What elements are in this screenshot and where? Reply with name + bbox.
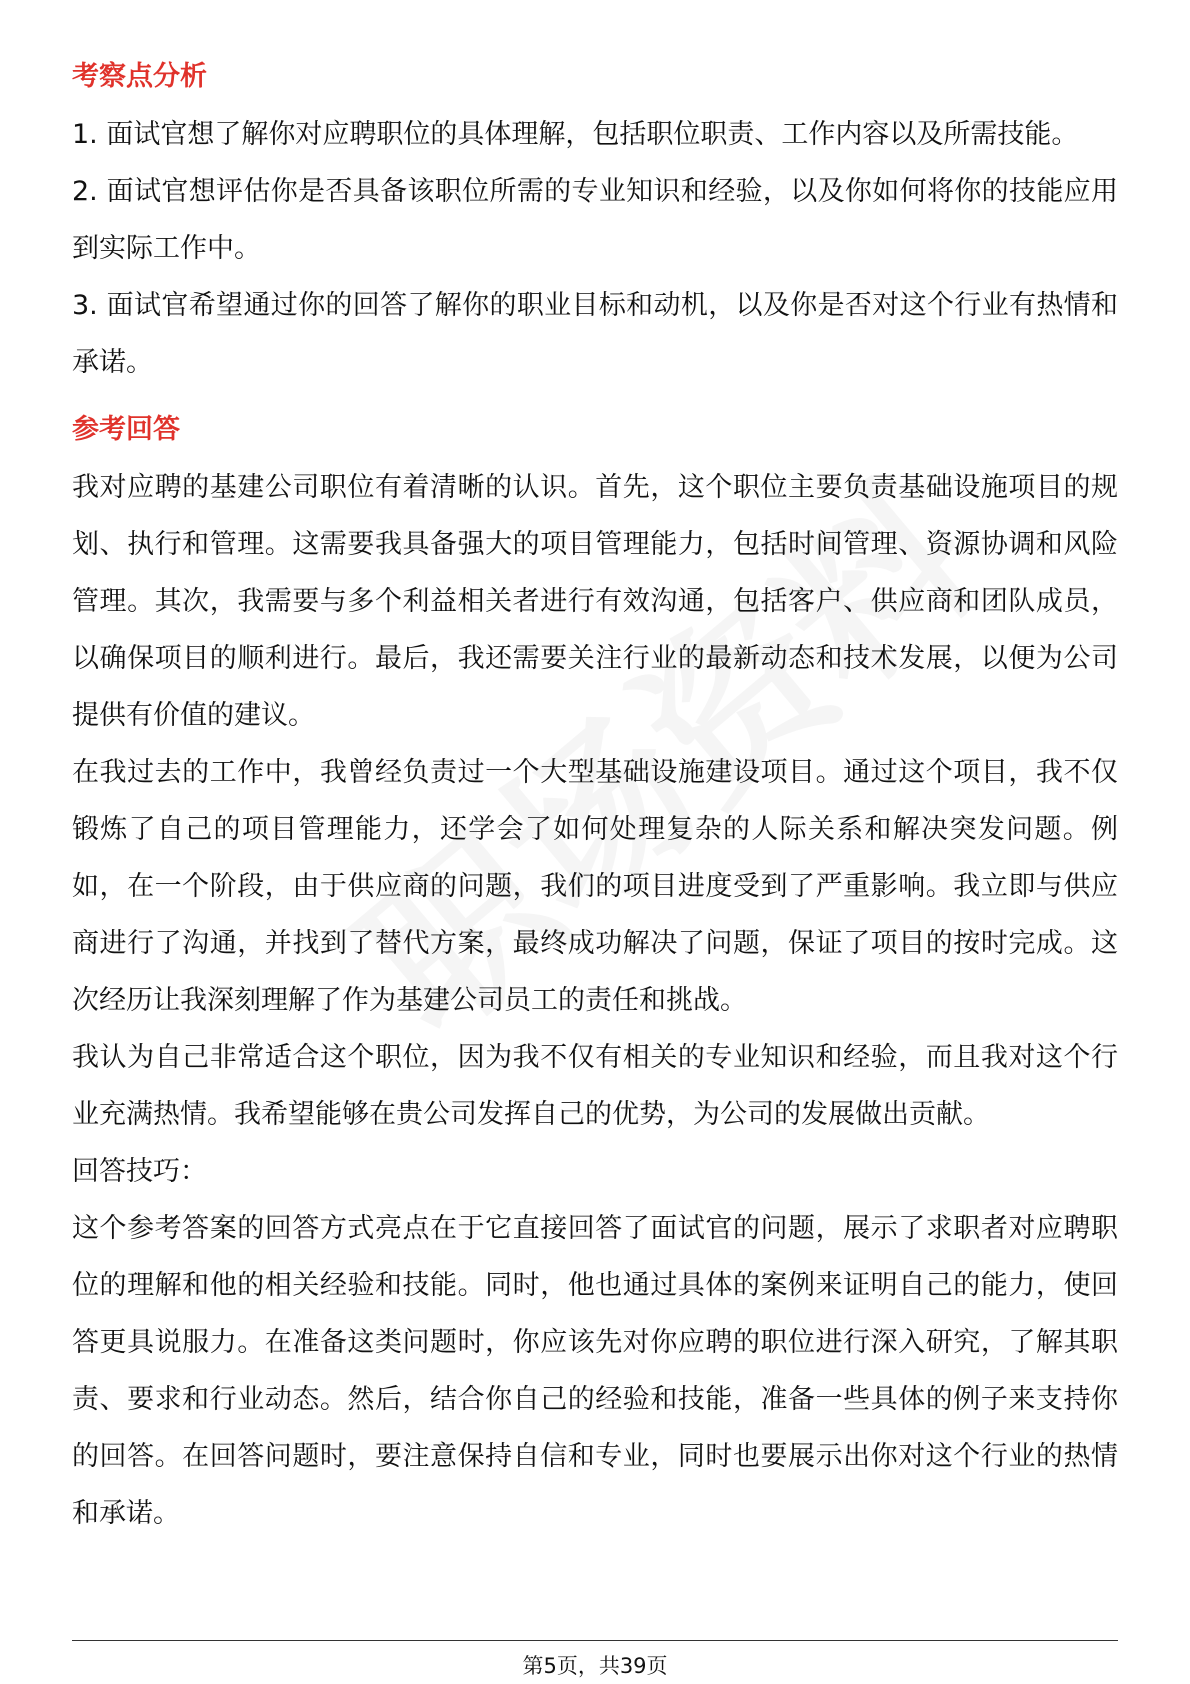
section-title-analysis: 考察点分析 <box>72 61 207 92</box>
page-number: 第5页，共39页 <box>522 1654 668 1678</box>
analysis-item-3: 3. 面试官希望通过你的回答了解你的职业目标和动机，以及你是否对这个行业有热情和承诺。 <box>72 290 1118 378</box>
answer-tips-paragraph: 这个参考答案的回答方式亮点在于它直接回答了面试官的问题，展示了求职者对应聘职位的理解和他的相关经验和技能。同时，他也通过具体的案例来证明自己的能力，使回答更具说服力。在准备这类问题时，你应该先对你应聘的职位进行深入研究，了解其职责、要求和行业动态。然后，结合你自己的经验和技能，准备一些具体的例子来支持你的回答。在回答问题时，要注意保持自信和专业，同时也要展示出你对这个行业的热情和承诺。 <box>72 1213 1118 1529</box>
analysis-item-1: 1. 面试官想了解你对应聘职位的具体理解，包括职位职责、工作内容以及所需技能。 <box>72 119 1079 150</box>
section-title-answer: 参考回答 <box>72 414 180 445</box>
footer-divider <box>72 1640 1118 1641</box>
answer-paragraph-3: 我认为自己非常适合这个职位，因为我不仅有相关的专业知识和经验，而且我对这个行业充满热情。我希望能够在贵公司发挥自己的优势，为公司的发展做出贡献。 <box>72 1042 1118 1130</box>
answer-paragraph-1: 我对应聘的基建公司职位有着清晰的认识。首先，这个职位主要负责基础设施项目的规划、执行和管理。这需要我具备强大的项目管理能力，包括时间管理、资源协调和风险管理。其次，我需要与多个利益相关者进行有效沟通，包括客户、供应商和团队成员，以确保项目的顺利进行。最后，我还需要关注行业的最新动态和技术发展，以便为公司提供有价值的建议。 <box>72 472 1118 731</box>
document-page <box>72 48 1118 1542</box>
answer-paragraph-2: 在我过去的工作中，我曾经负责过一个大型基础设施建设项目。通过这个项目，我不仅锻炼了自己的项目管理能力，还学会了如何处理复杂的人际关系和解决突发问题。例如，在一个阶段，由于供应商的问题，我们的项目进度受到了严重影响。我立即与供应商进行了沟通，并找到了替代方案，最终成功解决了问题，保证了项目的按时完成。这次经历让我深刻理解了作为基建公司员工的责任和挑战。 <box>72 757 1118 1016</box>
answer-tips-label: 回答技巧： <box>72 1156 207 1187</box>
analysis-item-2: 2. 面试官想评估你是否具备该职位所需的专业知识和经验，以及你如何将你的技能应用到实际工作中。 <box>72 176 1118 264</box>
